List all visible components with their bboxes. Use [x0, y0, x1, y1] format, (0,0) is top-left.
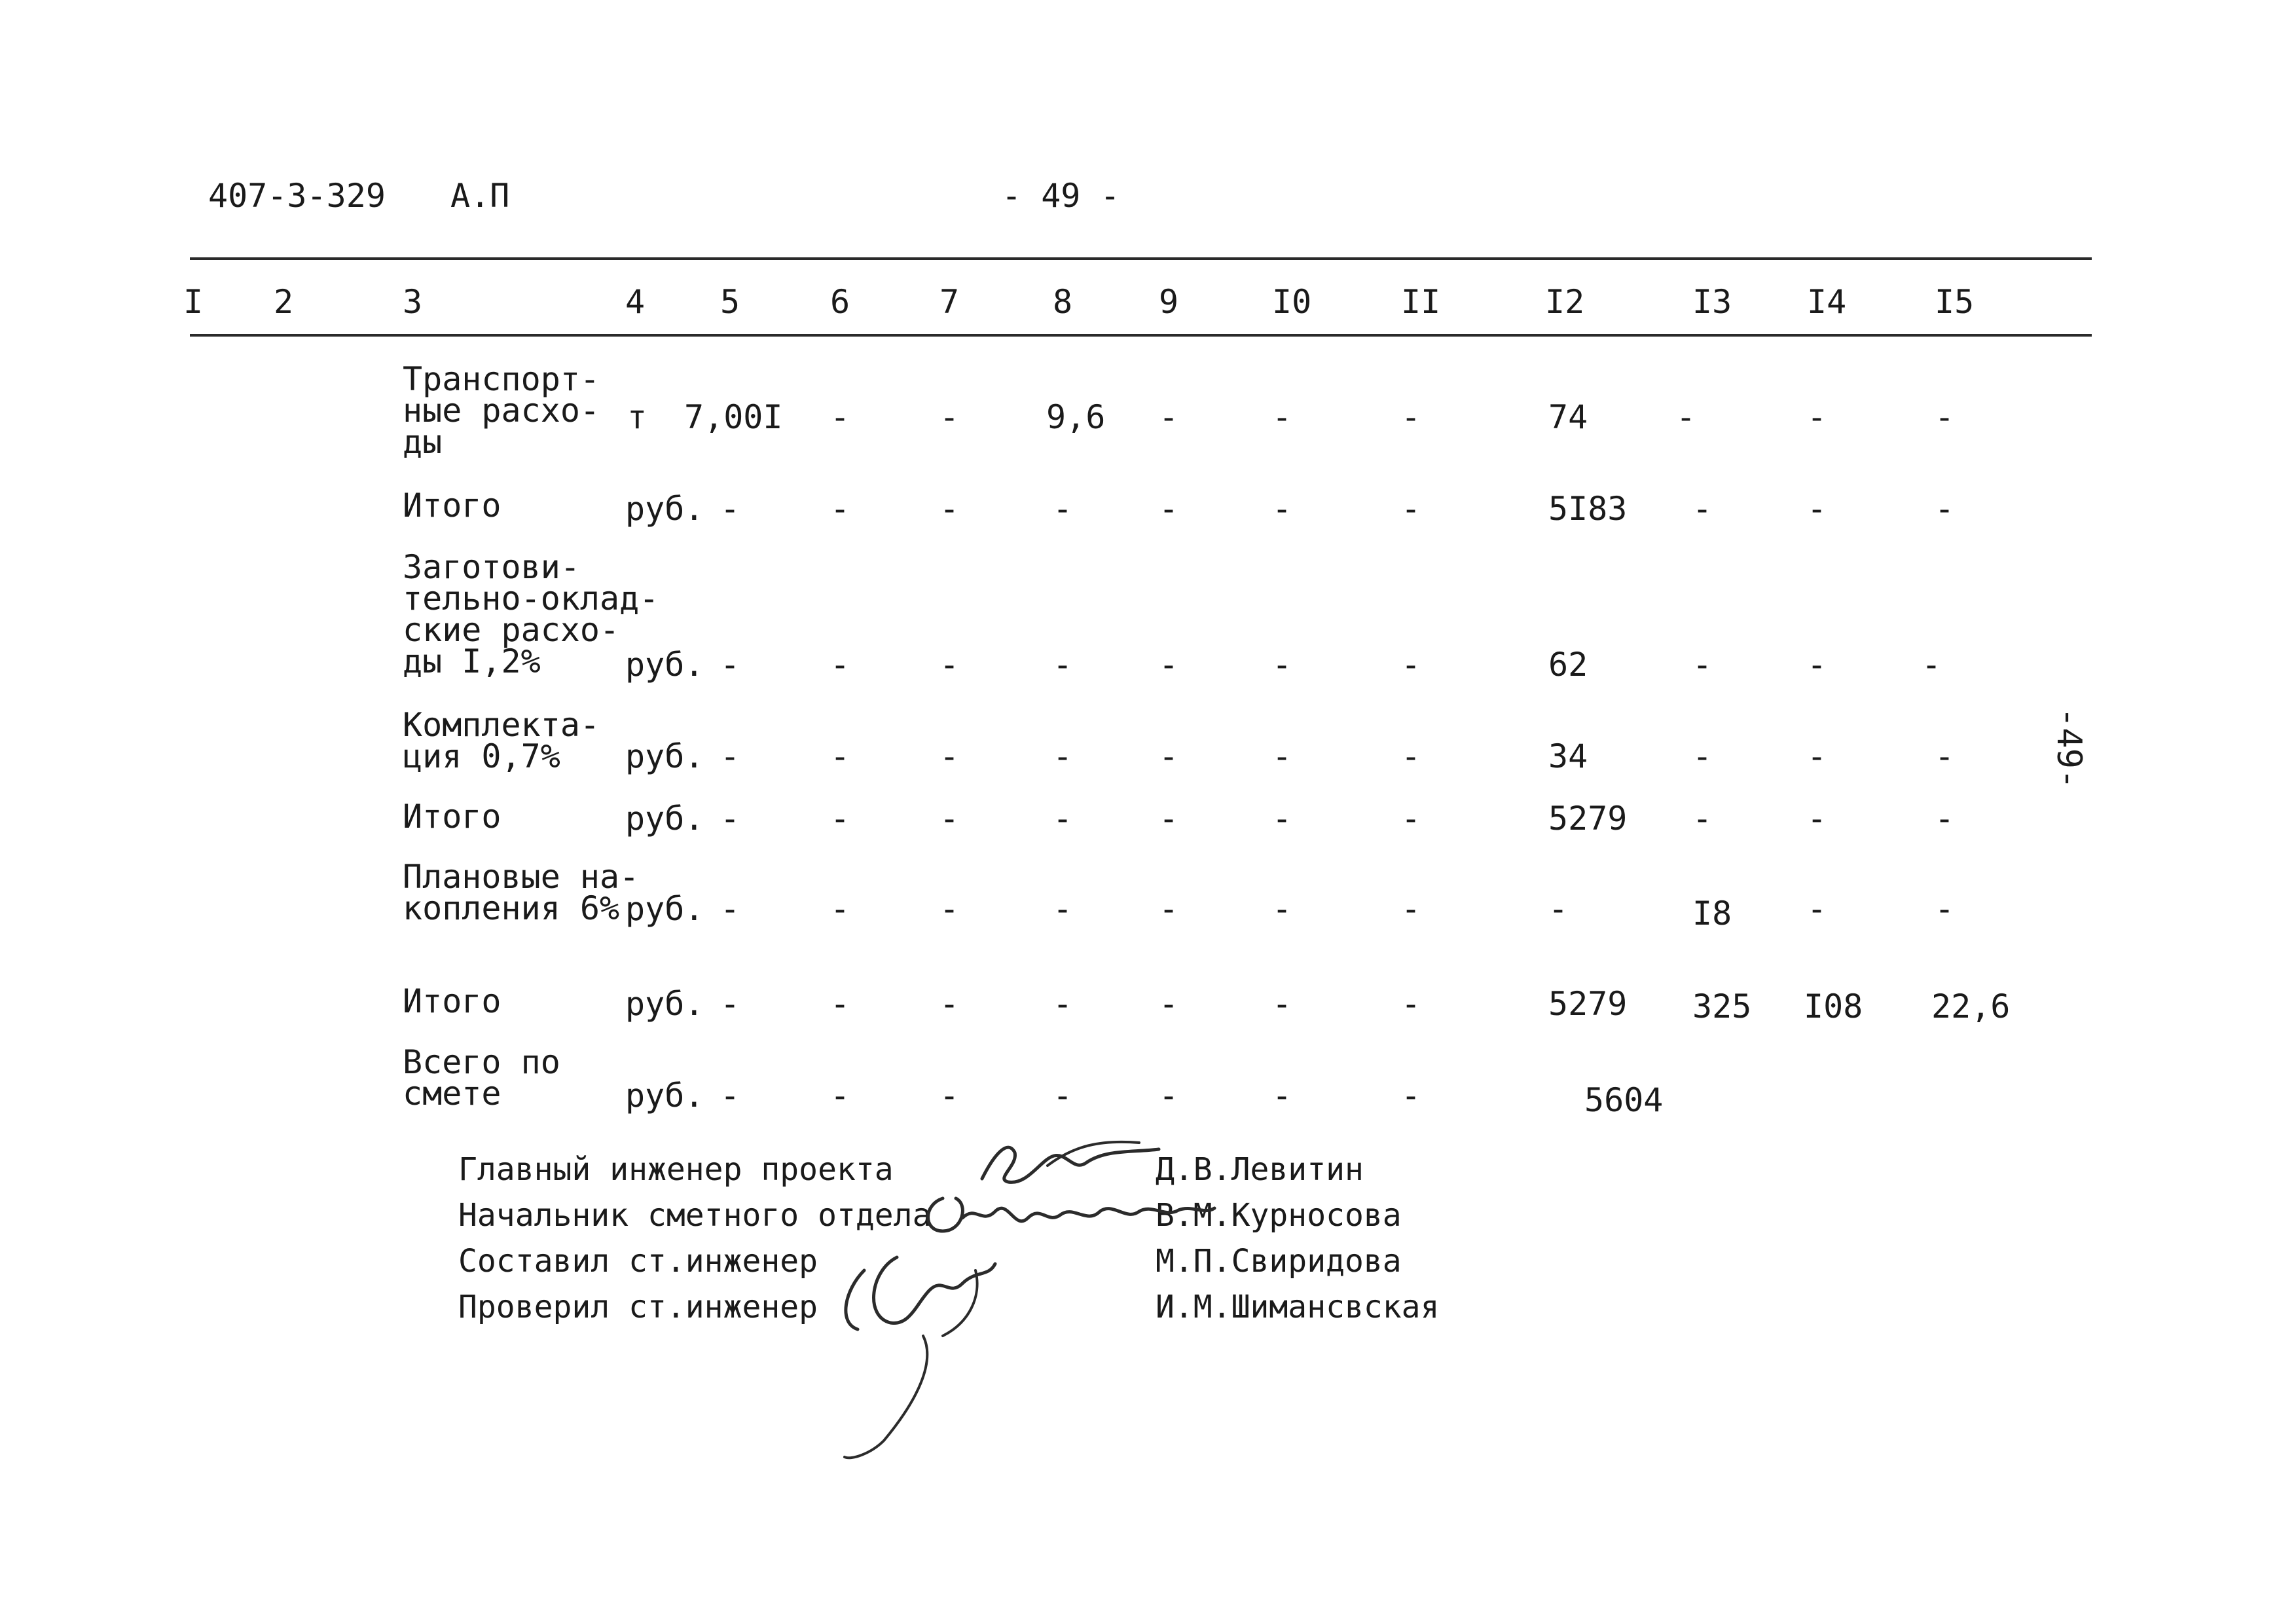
cell-col10: -: [1272, 490, 1292, 528]
cell-col11: -: [1401, 490, 1421, 528]
cell-col12: -: [1548, 890, 1569, 928]
row-label: Заготови- тельно-оклад- ские расхо- ды I,2%: [403, 548, 659, 680]
cell-col12: 74: [1548, 398, 1588, 436]
cell-col11: -: [1401, 890, 1421, 928]
row-unit: руб.: [625, 1077, 704, 1115]
cell-col8: -: [1053, 490, 1073, 528]
cell-col15: -: [1922, 646, 1942, 684]
column-number: 8: [1053, 283, 1073, 321]
side-page-number: -49-: [2049, 707, 2088, 790]
cell-col9: -: [1159, 985, 1179, 1023]
cell-col5: -: [720, 800, 740, 838]
cell-col7: -: [939, 890, 960, 928]
cell-col7: -: [939, 985, 960, 1023]
column-number: I0: [1272, 283, 1312, 321]
cell-col15: -: [1935, 800, 1955, 838]
column-number: 6: [830, 283, 850, 321]
cell-col14: I08: [1804, 987, 1863, 1025]
signer-role: Проверил ст.инженер: [458, 1289, 818, 1325]
cell-col9: -: [1159, 646, 1179, 684]
column-number: I2: [1545, 283, 1585, 321]
cell-col12: 5279: [1548, 985, 1628, 1023]
row-label: Итого: [403, 798, 501, 836]
cell-col14: -: [1807, 890, 1827, 928]
column-number: 3: [403, 283, 423, 321]
cell-col8: 9,6: [1046, 398, 1106, 436]
cell-col7: -: [939, 1077, 960, 1115]
column-number: I5: [1935, 283, 1975, 321]
cell-col12: 5604: [1584, 1081, 1664, 1119]
cell-col9: -: [1159, 398, 1179, 436]
cell-col11: -: [1401, 737, 1421, 775]
cell-col6: -: [830, 985, 850, 1023]
cell-col11: -: [1401, 1077, 1421, 1115]
signer-name: В.М.Курносова: [1156, 1197, 1402, 1234]
cell-col6: -: [830, 646, 850, 684]
cell-col11: -: [1401, 646, 1421, 684]
cell-col10: -: [1272, 800, 1292, 838]
cell-col9: -: [1159, 890, 1179, 928]
column-number: 5: [720, 283, 740, 321]
cell-col15: -: [1935, 490, 1955, 528]
cell-col14: -: [1807, 800, 1827, 838]
cell-col5: -: [720, 985, 740, 1023]
cell-col12: 5279: [1548, 800, 1628, 838]
column-number: I3: [1692, 283, 1732, 321]
column-number: 7: [939, 283, 960, 321]
cell-col8: -: [1053, 985, 1073, 1023]
doc-code: 407-3-329: [208, 177, 386, 215]
column-number: 2: [274, 283, 294, 321]
cell-col5: -: [720, 737, 740, 775]
cell-col6: -: [830, 890, 850, 928]
signer-role: Составил ст.инженер: [458, 1243, 818, 1280]
column-number: II: [1401, 283, 1441, 321]
cell-col14: -: [1807, 646, 1827, 684]
signer-name: М.П.Свиридова: [1156, 1243, 1402, 1280]
cell-col6: -: [830, 737, 850, 775]
cell-col5: -: [720, 1077, 740, 1115]
row-label: Итого: [403, 487, 501, 525]
cell-col14: -: [1807, 737, 1827, 775]
cell-col7: -: [939, 398, 960, 436]
page-number: - 49 -: [1002, 177, 1120, 215]
column-number: I4: [1807, 283, 1847, 321]
cell-col8: -: [1053, 1077, 1073, 1115]
row-unit: т: [627, 398, 647, 436]
cell-col13: -: [1692, 490, 1713, 528]
signer-role: Начальник сметного отдела: [458, 1197, 932, 1234]
cell-col9: -: [1159, 1077, 1179, 1115]
table-top-rule: [190, 257, 2092, 260]
row-unit: руб.: [625, 646, 704, 684]
cell-col8: -: [1053, 737, 1073, 775]
cell-col5: -: [720, 490, 740, 528]
cell-col9: -: [1159, 737, 1179, 775]
cell-col5: 7,00I: [684, 398, 783, 436]
doc-section: А.П: [450, 177, 510, 215]
cell-col15: -: [1935, 737, 1955, 775]
cell-col10: -: [1272, 737, 1292, 775]
cell-col8: -: [1053, 800, 1073, 838]
cell-col13: -: [1692, 646, 1713, 684]
row-label: Всего по смете: [403, 1043, 560, 1113]
cell-col9: -: [1159, 800, 1179, 838]
cell-col12: 5I83: [1548, 490, 1628, 528]
row-label: Итого: [403, 982, 501, 1020]
table-header-rule: [190, 334, 2092, 337]
cell-col13: -: [1692, 800, 1713, 838]
signer-name: Д.В.Левитин: [1156, 1151, 1364, 1188]
cell-col9: -: [1159, 490, 1179, 528]
row-label: Комплекта- ция 0,7%: [403, 706, 600, 775]
cell-col13: I8: [1692, 895, 1732, 932]
column-number: 9: [1159, 283, 1179, 321]
cell-col12: 62: [1548, 646, 1588, 684]
cell-col6: -: [830, 800, 850, 838]
cell-col11: -: [1401, 398, 1421, 436]
row-unit: руб.: [625, 800, 704, 838]
cell-col6: -: [830, 398, 850, 436]
cell-col7: -: [939, 646, 960, 684]
cell-col10: -: [1272, 646, 1292, 684]
cell-col6: -: [830, 1077, 850, 1115]
row-unit: руб.: [625, 890, 704, 928]
cell-col8: -: [1053, 646, 1073, 684]
cell-col13: -: [1692, 737, 1713, 775]
row-unit: руб.: [625, 490, 704, 528]
cell-col14: -: [1807, 490, 1827, 528]
cell-col7: -: [939, 800, 960, 838]
handwritten-signature: [825, 1231, 1021, 1460]
cell-col8: -: [1053, 890, 1073, 928]
cell-col5: -: [720, 890, 740, 928]
signer-role: Главный инженер проекта: [458, 1151, 894, 1188]
cell-col13: -: [1676, 398, 1696, 436]
cell-col6: -: [830, 490, 850, 528]
cell-col10: -: [1272, 985, 1292, 1023]
cell-col7: -: [939, 490, 960, 528]
cell-col15: -: [1935, 890, 1955, 928]
row-label: Плановые на- копления 6%: [403, 858, 640, 927]
row-label: Транспорт- ные расхо- ды: [403, 360, 600, 461]
signer-name: И.М.Шимансвская: [1156, 1289, 1440, 1325]
column-number: I: [183, 283, 204, 321]
cell-col15: -: [1935, 398, 1955, 436]
cell-col11: -: [1401, 985, 1421, 1023]
cell-col12: 34: [1548, 737, 1588, 775]
cell-col10: -: [1272, 1077, 1292, 1115]
column-number: 4: [625, 283, 646, 321]
cell-col13: 325: [1692, 987, 1752, 1025]
cell-col10: -: [1272, 890, 1292, 928]
cell-col14: -: [1807, 398, 1827, 436]
cell-col5: -: [720, 646, 740, 684]
cell-col15: 22,6: [1931, 987, 2011, 1025]
cell-col10: -: [1272, 398, 1292, 436]
cell-col11: -: [1401, 800, 1421, 838]
row-unit: руб.: [625, 737, 704, 775]
cell-col7: -: [939, 737, 960, 775]
row-unit: руб.: [625, 985, 704, 1023]
